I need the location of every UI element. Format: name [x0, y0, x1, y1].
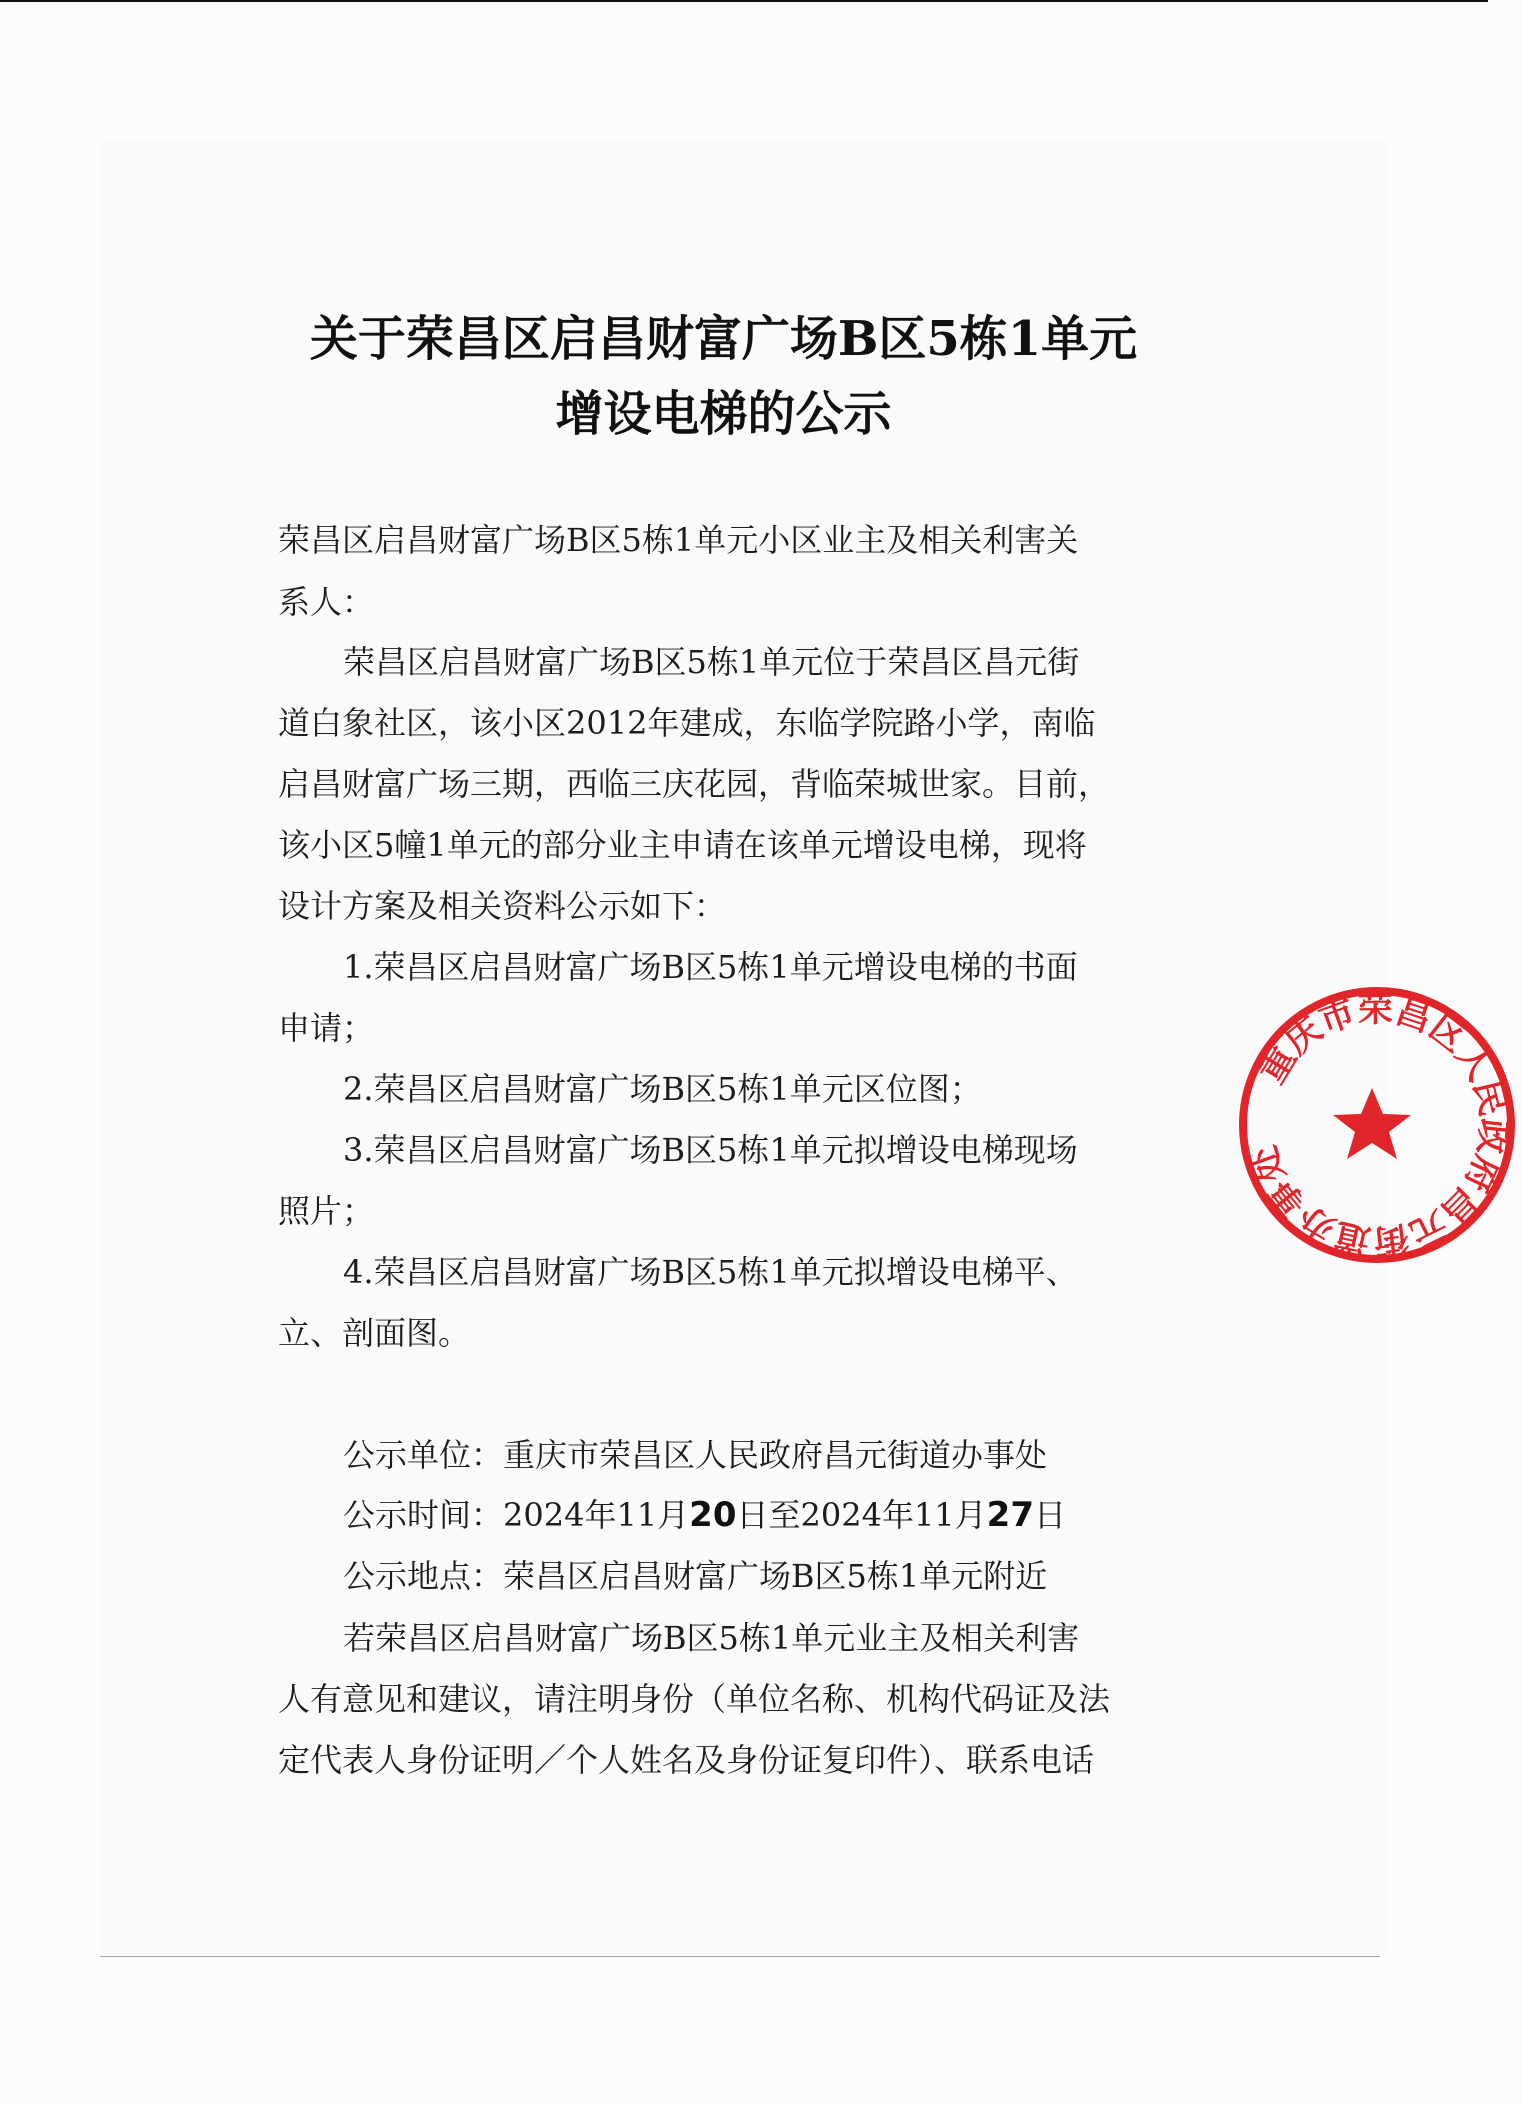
closing-line-1: 若荣昌区启昌财富广场B区5栋1单元业主及相关利害 — [343, 1619, 1080, 1657]
list-item-1-line-1: 1.荣昌区启昌财富广场B区5栋1单元增设电梯的书面 — [343, 948, 1078, 986]
notice-time-suffix: 日 — [1034, 1496, 1067, 1534]
body-para-1-line-3: 启昌财富广场三期，西临三庆花园，背临荣城世家。目前， — [278, 765, 1111, 803]
salutation-line-1: 荣昌区启昌财富广场B区5栋1单元小区业主及相关利害关 — [278, 521, 1079, 559]
notice-time-prefix: 公示时间：2024年11月 — [343, 1496, 690, 1534]
body-para-1-line-1: 荣昌区启昌财富广场B区5栋1单元位于荣昌区昌元街 — [343, 643, 1080, 681]
list-item-3-line-1: 3.荣昌区启昌财富广场B区5栋1单元拟增设电梯现场 — [343, 1131, 1078, 1169]
official-seal — [1232, 989, 1514, 1262]
closing-line-2: 人有意见和建议，请注明身份（单位名称、机构代码证及法 — [278, 1680, 1111, 1718]
list-item-4-line-2: 立、剖面图。 — [278, 1314, 471, 1352]
list-item-3-line-2: 照片； — [278, 1192, 375, 1230]
notice-unit: 公示单位：重庆市荣昌区人民政府昌元街道办事处 — [343, 1436, 1048, 1474]
seal-text: 重庆市荣昌区人民政府昌元街道办事处 — [1244, 989, 1514, 1262]
list-item-2: 2.荣昌区启昌财富广场B区5栋1单元区位图； — [343, 1070, 982, 1108]
page-bottom-rule — [100, 1956, 1380, 1957]
notice-time-start-day: 20 — [689, 1495, 737, 1535]
body-para-1-line-2: 道白象社区，该小区2012年建成，东临学院路小学，南临 — [278, 704, 1096, 742]
body-para-1-line-5: 设计方案及相关资料公示如下： — [278, 887, 727, 925]
notice-title-line-1: 关于荣昌区启昌财富广场B区5栋1单元 — [309, 311, 1138, 367]
salutation-line-2: 系人： — [278, 583, 375, 621]
notice-time-end-day: 27 — [986, 1495, 1034, 1535]
notice-title-line-2: 增设电梯的公示 — [555, 386, 892, 442]
list-item-1-line-2: 申请； — [278, 1009, 375, 1047]
page-top-border — [0, 0, 1488, 2]
notice-time-middle: 日至2024年11月 — [736, 1496, 987, 1534]
seal-star-icon — [1333, 1088, 1411, 1159]
notice-time — [343, 1495, 1066, 1535]
notice-place: 公示地点：荣昌区启昌财富广场B区5栋1单元附近 — [343, 1557, 1048, 1595]
closing-line-3: 定代表人身份证明／个人姓名及身份证复印件）、联系电话 — [278, 1741, 1095, 1779]
body-para-1-line-4: 该小区5幢1单元的部分业主申请在该单元增设电梯，现将 — [278, 826, 1087, 864]
list-item-4-line-1: 4.荣昌区启昌财富广场B区5栋1单元拟增设电梯平、 — [343, 1253, 1078, 1291]
